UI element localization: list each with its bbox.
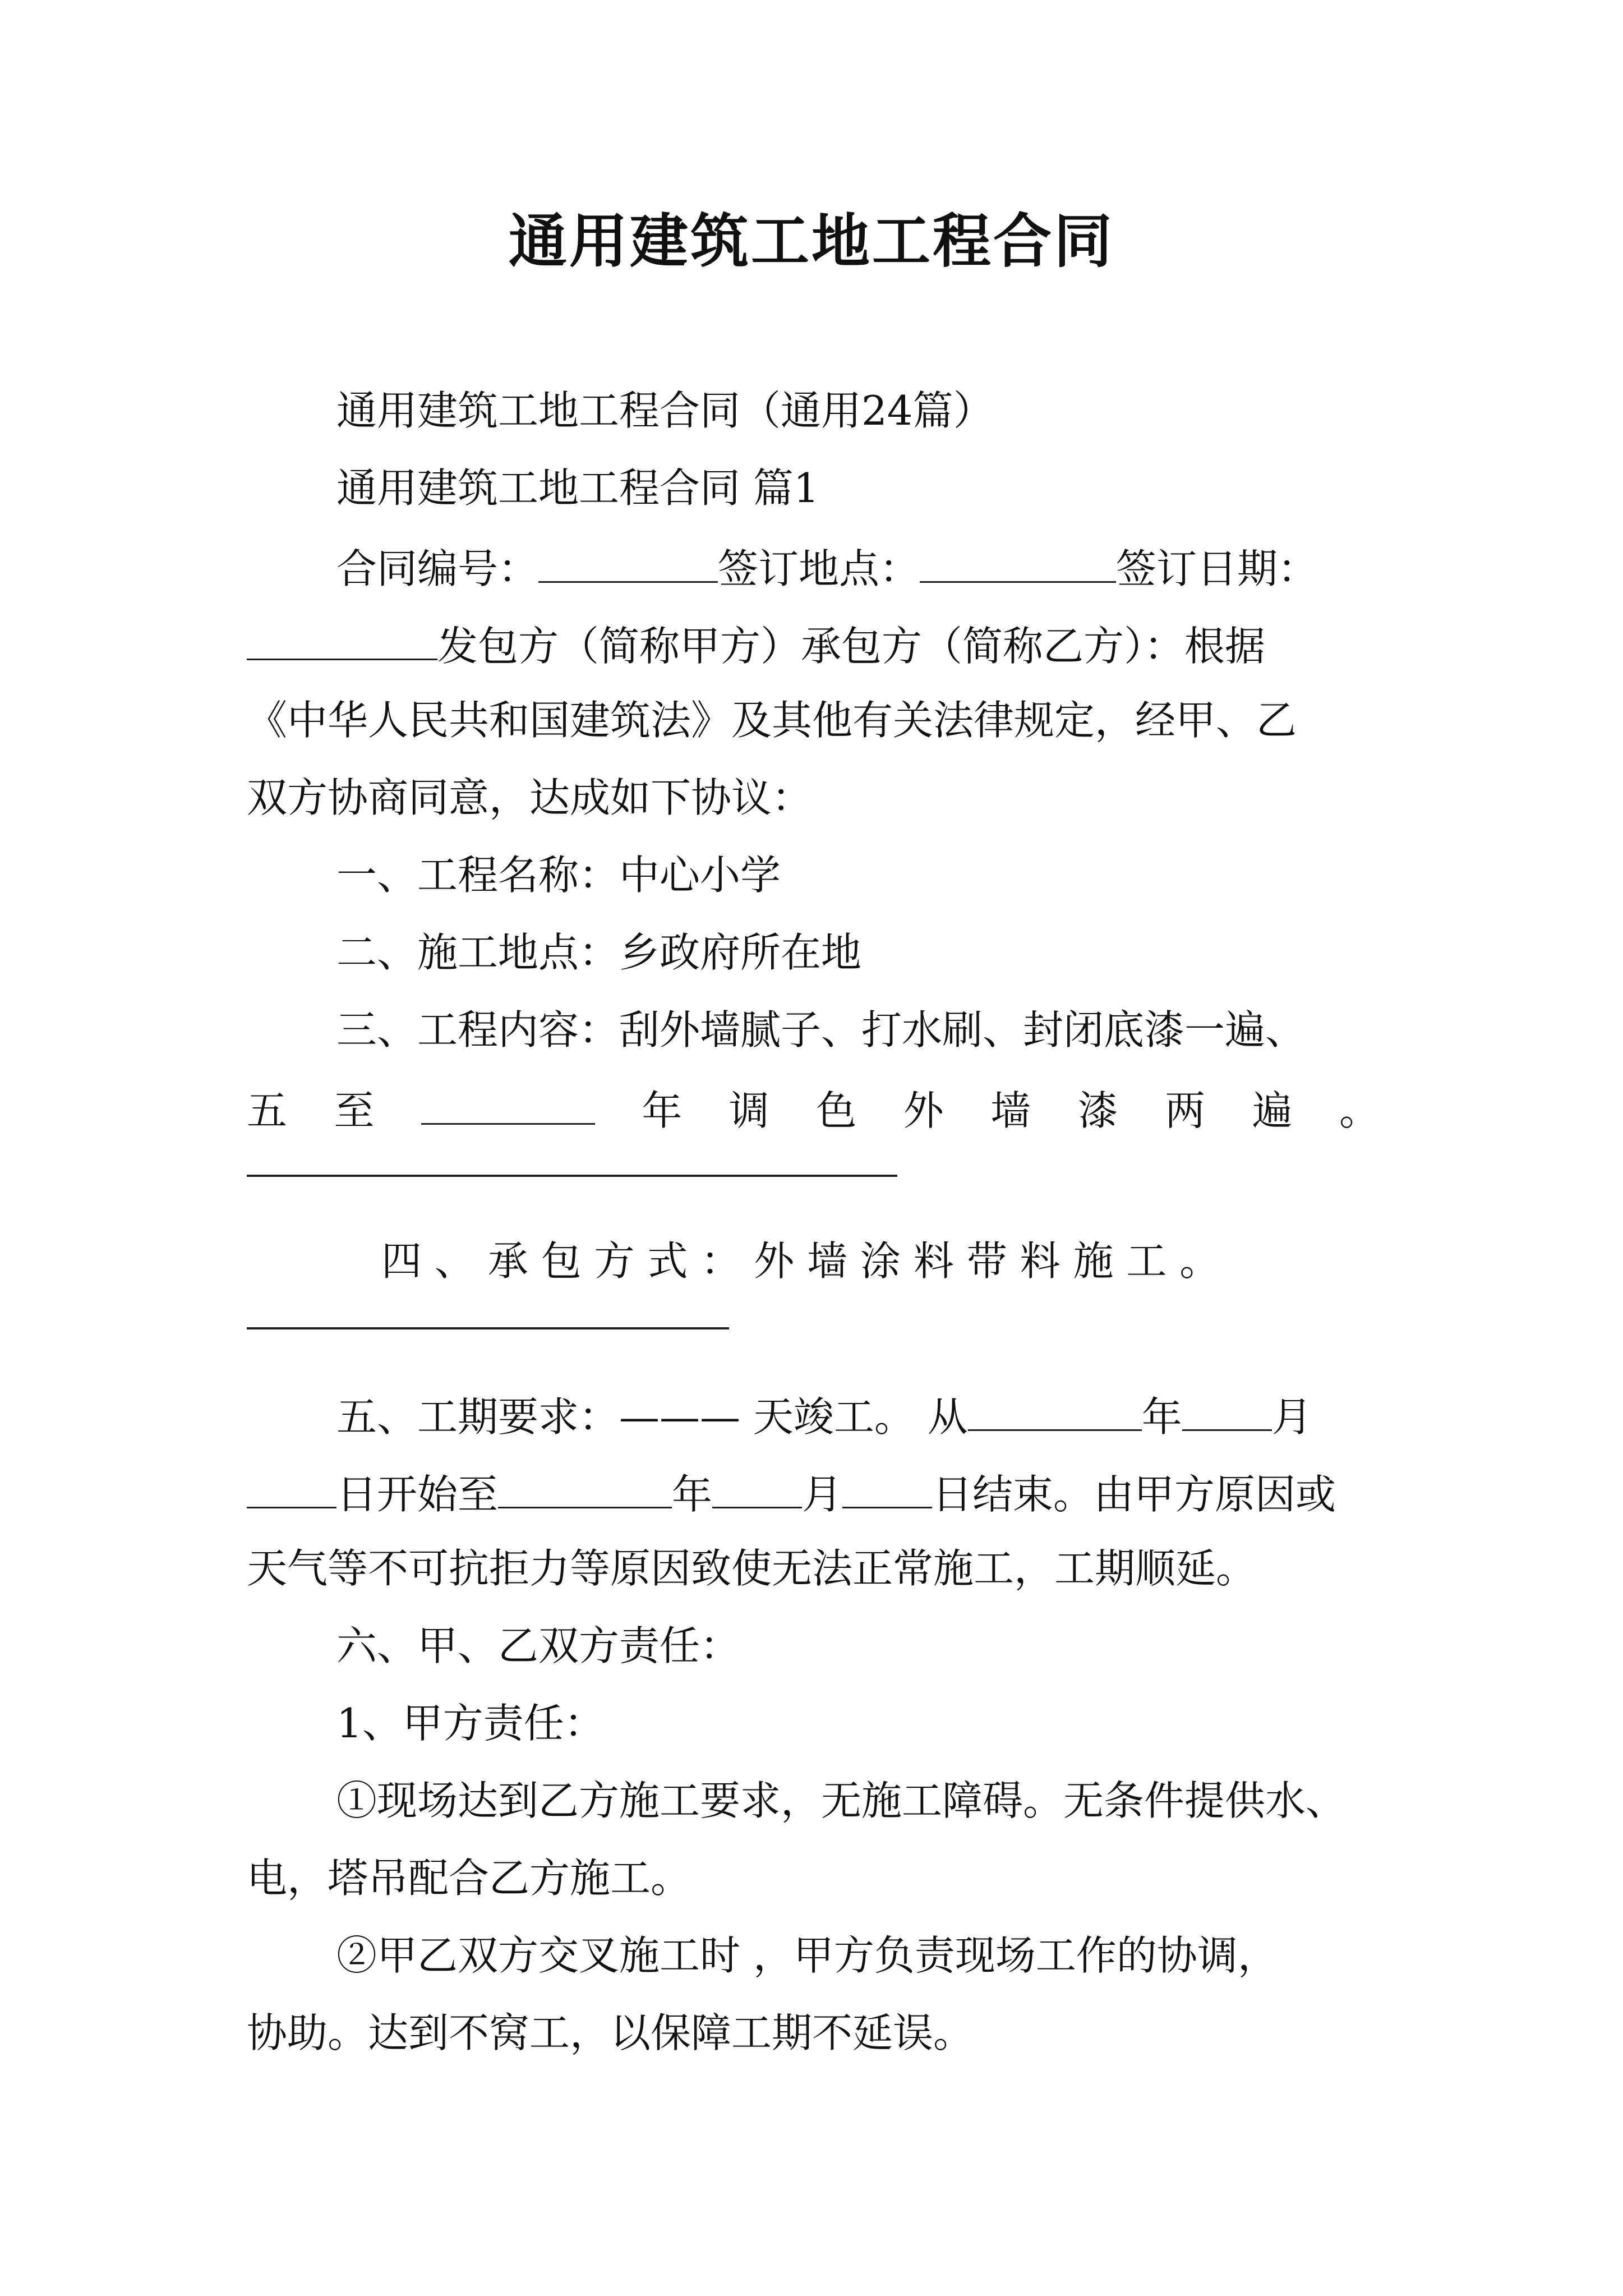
content-word: 至 — [334, 1087, 375, 1134]
month-blank — [712, 1463, 802, 1508]
sign-date-label: 签订日期： — [1116, 545, 1318, 592]
item-responsibilities: 六、甲、乙双方责任： — [336, 1622, 741, 1669]
content-word: 两 — [1165, 1087, 1206, 1134]
schedule-text: 月 — [1271, 1393, 1312, 1441]
schedule-text: 日结束。由甲方原因或 — [932, 1471, 1336, 1518]
schedule-text: 日开始至 — [336, 1471, 499, 1518]
party-a-resp-1: ①现场达到乙方施工要求，无施工障碍。无条件提供水、 — [336, 1777, 1347, 1824]
day-blank — [247, 1463, 336, 1508]
day-blank — [842, 1463, 932, 1508]
contract-number-label: 合同编号： — [336, 545, 539, 592]
item-contract-mode: 四 、 承 包 方 式 ： 外 墙 涂 料 带 料 施 工 。 — [381, 1237, 1220, 1285]
parties-text: 发包方（简称甲方）承包方（简称乙方）：根据 — [437, 623, 1266, 670]
item-schedule — [336, 1386, 1380, 1445]
party-a-resp-1-cont: 电，塔吊配合乙方施工。 — [247, 1855, 691, 1902]
schedule-continued — [247, 1463, 1380, 1522]
party-a-resp-2: ②甲乙双方交叉施工时 ，甲方负责现场工作的协调， — [336, 1932, 1278, 1979]
month-blank — [1182, 1386, 1272, 1431]
law-line: 《中华人民共和国建筑法》及其他有关法律规定，经甲、乙 — [247, 697, 1297, 744]
document-title: 通用建筑工地工程合同 — [508, 206, 1114, 275]
parties-line — [247, 615, 1380, 674]
year-blank — [968, 1386, 1142, 1431]
sign-place-blank — [920, 537, 1116, 583]
content-word: 漆 — [1077, 1087, 1118, 1134]
content-word: 。 — [1339, 1087, 1380, 1134]
party-a-heading: 1、甲方责任： — [336, 1700, 605, 1747]
part-heading: 通用建筑工地工程合同 篇1 — [336, 464, 819, 512]
horizontal-rule — [247, 1327, 729, 1329]
item-project-name: 一、工程名称：中心小学 — [336, 852, 781, 899]
content-word: 外 — [903, 1087, 944, 1134]
content-word: 墙 — [990, 1087, 1031, 1134]
content-word: 年 — [642, 1087, 683, 1134]
item-content-continued — [247, 1079, 1380, 1139]
agreement-line: 双方协商同意，达成如下协议： — [247, 774, 813, 821]
content-word: 五 — [247, 1087, 288, 1134]
document-subtitle: 通用建筑工地工程合同（通用24篇） — [336, 387, 994, 434]
sign-place-label: 签订地点： — [718, 545, 920, 592]
party-a-resp-2-cont: 协助。达到不窝工，以保障工期不延误。 — [247, 2009, 974, 2056]
schedule-text: 五、工期要求：——— 天竣工。 从 — [336, 1393, 968, 1441]
content-word: 色 — [816, 1087, 857, 1134]
schedule-text: 年 — [1141, 1393, 1182, 1441]
schedule-text: 年 — [672, 1471, 713, 1518]
schedule-text: 月 — [802, 1471, 843, 1518]
contract-number-blank — [538, 537, 718, 583]
year-blank — [498, 1463, 672, 1508]
item-content: 三、工程内容：刮外墙腻子、打水刷、封闭底漆一遍、 — [336, 1006, 1306, 1053]
horizontal-rule — [247, 1175, 897, 1177]
contract-info-line — [336, 537, 1380, 597]
content-word: 调 — [728, 1087, 769, 1134]
item-site: 二、施工地点：乡政府所在地 — [336, 929, 862, 976]
schedule-delay: 天气等不可抗拒力等原因致使无法正常施工，工期顺延。 — [247, 1545, 1257, 1592]
year-blank — [421, 1079, 595, 1125]
content-word: 遍 — [1252, 1087, 1293, 1134]
sign-date-blank — [247, 615, 437, 660]
